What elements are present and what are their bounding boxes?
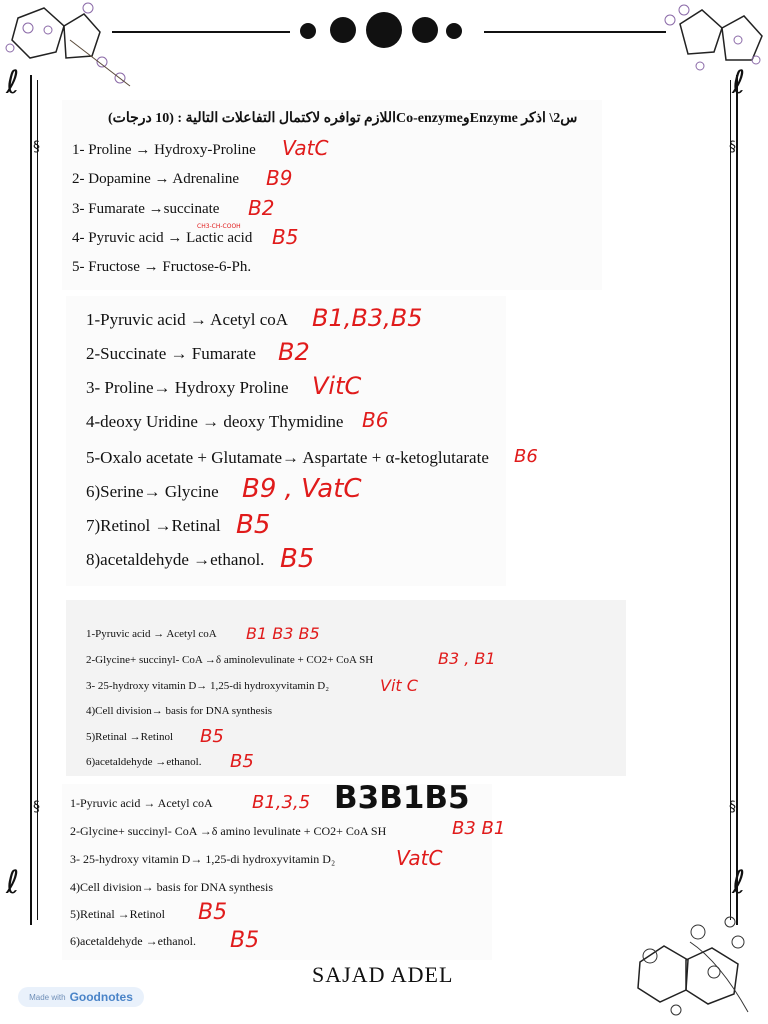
handwritten-note: CH3-CH-COOH xyxy=(197,223,241,230)
reaction-item: 4-deoxy Uridine → deoxy Thymidine xyxy=(86,412,344,431)
right-border xyxy=(736,75,738,925)
right-border-inner xyxy=(730,80,731,920)
question-title xyxy=(108,110,577,127)
title-part: س2\ اذكر xyxy=(521,111,578,126)
reaction-item: 3- 25-hydroxy vitamin D→ 1,25-di hydroxyvitamin D₂ xyxy=(70,852,336,866)
reaction-item: 2-Succinate → Fumarate xyxy=(86,344,256,363)
scroll-ornament-icon: § xyxy=(33,799,40,815)
reaction-item: 1-Pyruvic acid → Acetyl coA xyxy=(86,628,217,640)
divider-dot xyxy=(366,12,402,48)
scroll-ornament-icon: ℓ xyxy=(732,863,746,901)
question-item: 3- Fumarate →succinate xyxy=(72,201,220,217)
handwritten-answer: B6 xyxy=(514,446,538,467)
divider-dot xyxy=(412,17,438,43)
question-item: 4- Pyruvic acid → Lactic acid xyxy=(72,230,253,246)
handwritten-answer: B1,3,5 xyxy=(252,792,311,813)
signature: SAJAD ADEL xyxy=(312,962,454,987)
title-part: Enzyme xyxy=(469,111,518,126)
scroll-ornament-icon: § xyxy=(729,139,736,155)
handwritten-answer: B3 B1 xyxy=(452,818,506,839)
top-rule-right xyxy=(484,31,666,33)
reaction-item: 7)Retinol →Retinal xyxy=(86,516,221,535)
handwritten-answer: B9 xyxy=(266,166,293,190)
handwritten-answer: B5 xyxy=(230,751,254,772)
handwritten-answer: B2 xyxy=(248,196,275,220)
scroll-ornament-icon: § xyxy=(33,139,40,155)
scroll-ornament-icon: § xyxy=(729,799,736,815)
left-border xyxy=(30,75,32,925)
reaction-item: 6)acetaldehyde →ethanol. xyxy=(70,934,196,948)
scroll-ornament-icon: ℓ xyxy=(6,863,20,901)
badge-brand: Goodnotes xyxy=(69,990,133,1004)
title-part: Co-enzyme xyxy=(395,111,463,126)
title-part: و xyxy=(462,111,470,126)
reaction-item: 4)Cell division→ basis for DNA synthesis xyxy=(70,880,273,894)
question-item: 5- Fructose → Fructose-6-Ph. xyxy=(72,259,252,275)
scroll-ornament-icon: ℓ xyxy=(732,63,746,101)
handwritten-answer: B2 xyxy=(278,338,310,366)
handwritten-answer: Vit C xyxy=(380,676,418,695)
handwritten-answer: B1,B3,B5 xyxy=(312,304,423,332)
divider-dot xyxy=(446,23,462,39)
handwritten-answer: B5 xyxy=(230,928,260,953)
handwritten-answer: B9 , VatC xyxy=(242,474,362,504)
reaction-item: 1-Pyruvic acid → Acetyl coA xyxy=(86,310,289,329)
reaction-item: 1-Pyruvic acid → Acetyl coA xyxy=(70,796,213,810)
handwritten-answer: B5 xyxy=(200,726,224,747)
handwritten-answer: B6 xyxy=(362,408,389,432)
handwritten-answer: VatC xyxy=(396,846,443,870)
reaction-item: 2-Glycine+ succinyl- CoA →δ amino levulinate + CO2+ CoA SH xyxy=(70,824,387,838)
reaction-item: 6)Serine→ Glycine xyxy=(86,482,219,501)
divider-dot xyxy=(300,23,316,39)
handwritten-answer: VitC xyxy=(312,372,362,400)
title-part: اللازم توافره لاكتمال التفاعلات التالية : (10 درجات) xyxy=(108,111,396,126)
divider-dot xyxy=(330,17,356,43)
reaction-item: 8)acetaldehyde →ethanol. xyxy=(86,550,265,569)
reaction-item: 5)Retinal →Retinol xyxy=(70,907,165,921)
handwritten-answer: B1 B3 B5 xyxy=(246,624,320,643)
reaction-item: 4)Cell division→ basis for DNA synthesis xyxy=(86,705,273,717)
reaction-item: 2-Glycine+ succinyl- CoA →δ aminolevulinate + CO2+ CoA SH xyxy=(86,654,374,666)
question-item: 2- Dopamine → Adrenaline xyxy=(72,171,240,187)
flower-corner-icon xyxy=(0,0,140,95)
handwritten-answer: B5 xyxy=(272,225,299,249)
left-border-inner xyxy=(37,80,38,920)
question-item: 1- Proline → Hydroxy-Proline xyxy=(72,142,256,158)
scroll-ornament-icon: ℓ xyxy=(6,63,20,101)
reaction-item: 5-Oxalo acetate + Glutamate→ Aspartate + α-ketoglutarate xyxy=(86,448,489,467)
handwritten-answer: B3 , B1 xyxy=(438,649,496,668)
handwritten-answer: B5 xyxy=(198,900,228,925)
reaction-item: 5)Retinal →Retinol xyxy=(86,731,174,743)
handwritten-answer: VatC xyxy=(282,136,329,160)
reaction-item: 6)acetaldehyde →ethanol. xyxy=(86,756,202,768)
flower-corner-icon xyxy=(640,0,768,95)
flower-corner-icon xyxy=(620,912,760,1022)
answer-stamp: B3B1B5 xyxy=(334,780,470,816)
reaction-item: 3- Proline→ Hydroxy Proline xyxy=(86,378,289,397)
handwritten-answer: B5 xyxy=(280,544,315,574)
reaction-item: 3- 25-hydroxy vitamin D→ 1,25-di hydroxyvitamin D₂ xyxy=(86,680,330,692)
goodnotes-badge[interactable] xyxy=(18,987,144,1007)
badge-caption: Made with xyxy=(29,992,66,1002)
handwritten-answer: B5 xyxy=(236,510,271,540)
